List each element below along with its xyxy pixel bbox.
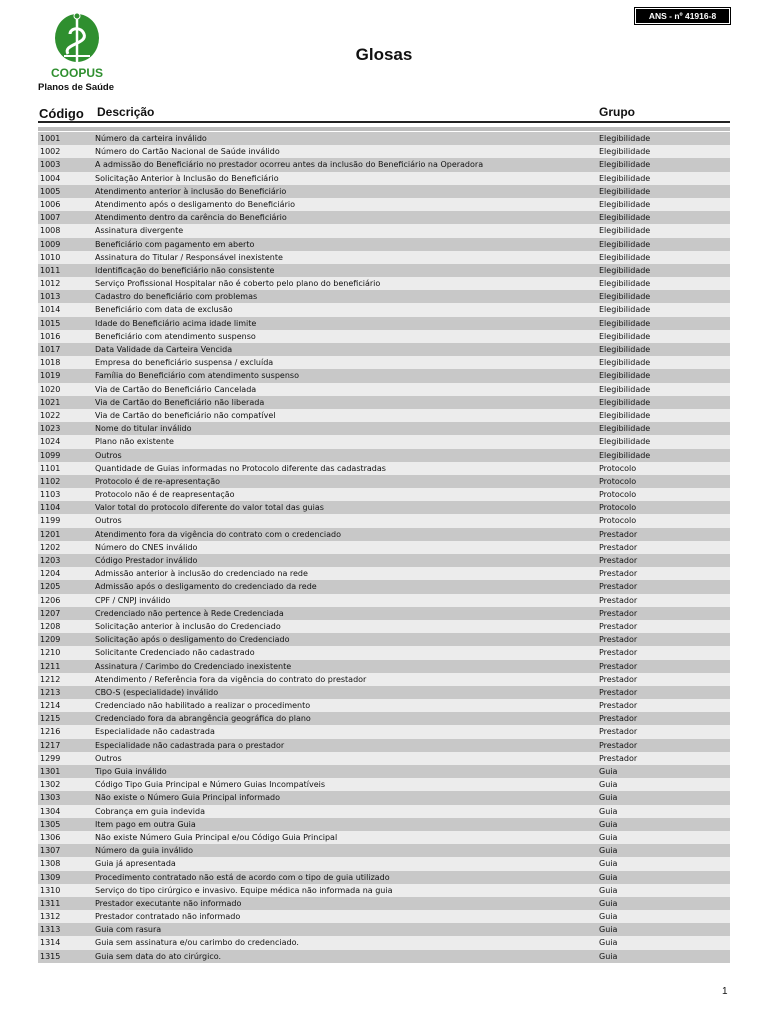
row-description: Beneficiário com pagamento em aberto xyxy=(95,239,255,249)
row-code: 1102 xyxy=(40,476,61,486)
row-code: 1306 xyxy=(40,832,61,842)
row-description: Cobrança em guia indevida xyxy=(95,806,205,816)
table-row xyxy=(38,897,730,910)
table-row xyxy=(38,884,730,897)
row-code: 1209 xyxy=(40,635,61,645)
table-row xyxy=(38,343,730,356)
row-code: 1012 xyxy=(40,279,61,289)
table-row xyxy=(38,264,730,277)
row-code: 1315 xyxy=(40,951,61,961)
table-row xyxy=(38,791,730,804)
row-description: Admissão anterior à inclusão do credenciado na rede xyxy=(95,569,308,579)
row-group: Elegibilidade xyxy=(599,424,651,434)
table-row xyxy=(38,369,730,382)
row-group: Protocolo xyxy=(599,476,637,486)
row-group: Elegibilidade xyxy=(599,345,651,354)
row-group: Guia xyxy=(599,859,618,869)
page-title: Glosas xyxy=(355,45,413,64)
row-description: Atendimento dentro da carência do Beneficiário xyxy=(95,213,287,223)
row-group: Guia xyxy=(599,846,618,856)
table-row xyxy=(38,567,730,580)
table-row xyxy=(38,449,730,462)
row-group: Prestador xyxy=(599,542,638,552)
row-code: 1023 xyxy=(40,424,61,434)
row-description: Data Validade da Carteira Vencida xyxy=(95,345,233,354)
row-group: Prestador xyxy=(599,529,638,539)
row-group: Elegibilidade xyxy=(599,186,651,196)
column-header-group: Grupo xyxy=(599,105,635,119)
table-row xyxy=(38,554,730,567)
row-description: Valor total do protocolo diferente do valor total das guias xyxy=(95,503,324,513)
row-group: Prestador xyxy=(599,687,638,697)
table-row xyxy=(38,778,730,791)
row-description: A admissão do Beneficiário no prestador ocorreu antes da inclusão do Beneficiário na Operadora xyxy=(95,160,484,170)
table-row xyxy=(38,818,730,831)
row-code: 1015 xyxy=(40,318,61,328)
row-description: Plano não existente xyxy=(95,437,174,447)
row-description: Assinatura do Titular / Responsável inexistente xyxy=(95,252,283,262)
table-top-band xyxy=(38,127,730,131)
table-row xyxy=(38,633,730,646)
row-description: Prestador executante não informado xyxy=(95,898,242,908)
row-code: 1001 xyxy=(40,134,61,143)
row-code: 1019 xyxy=(40,371,61,381)
row-description: Código Prestador inválido xyxy=(95,556,198,565)
row-code: 1024 xyxy=(40,437,61,447)
row-code: 1004 xyxy=(40,173,61,183)
logo-tagline: Planos de Saúde xyxy=(38,82,115,93)
row-description: Número da guia inválido xyxy=(95,846,194,856)
row-code: 1307 xyxy=(40,846,61,856)
table-row xyxy=(38,475,730,488)
row-code: 1202 xyxy=(40,542,61,552)
row-description: Empresa do beneficiário suspensa / excluída xyxy=(95,358,274,368)
table-row xyxy=(38,145,730,158)
table-row xyxy=(38,686,730,699)
row-group: Prestador xyxy=(599,621,638,631)
table-row xyxy=(38,660,730,673)
table-row xyxy=(38,317,730,330)
row-group: Prestador xyxy=(599,727,638,737)
row-code: 1304 xyxy=(40,806,61,816)
row-code: 1301 xyxy=(40,767,61,776)
row-description: Beneficiário com data de exclusão xyxy=(95,305,233,315)
table-row xyxy=(38,462,730,475)
row-group: Prestador xyxy=(599,582,638,592)
glosas-table xyxy=(38,132,730,963)
row-code: 1101 xyxy=(40,463,61,473)
table-row xyxy=(38,158,730,171)
table-row xyxy=(38,950,730,963)
row-code: 1213 xyxy=(40,687,61,697)
table-row xyxy=(38,739,730,752)
row-description: Protocolo é de re-apresentação xyxy=(95,476,221,486)
row-group: Prestador xyxy=(599,714,638,724)
row-code: 1205 xyxy=(40,582,61,592)
row-description: Credenciado fora da abrangência geográfica do plano xyxy=(95,714,311,724)
row-description: Cadastro do beneficiário com problemas xyxy=(95,292,258,302)
row-description: Solicitação após o desligamento do Credenciado xyxy=(95,635,290,645)
row-description: Solicitação anterior à inclusão do Credenciado xyxy=(95,621,281,631)
table-row xyxy=(38,303,730,316)
table-row xyxy=(38,844,730,857)
row-group: Guia xyxy=(599,793,618,803)
row-description: Via de Cartão do beneficiário não compatível xyxy=(95,410,276,420)
row-code: 1206 xyxy=(40,595,61,605)
table-row xyxy=(38,132,730,145)
row-description: Guia sem data do ato cirúrgico. xyxy=(95,951,222,961)
page-number: 1 xyxy=(722,986,728,997)
row-group: Guia xyxy=(599,819,618,829)
row-description: Especialidade não cadastrada xyxy=(95,727,215,737)
table-row xyxy=(38,185,730,198)
table-row xyxy=(38,699,730,712)
row-group: Elegibilidade xyxy=(599,213,651,223)
row-description: Outros xyxy=(95,753,122,763)
table-row xyxy=(38,224,730,237)
row-description: Família do Beneficiário com atendimento suspenso xyxy=(95,371,299,381)
row-description: Serviço do tipo cirúrgico e invasivo. Equipe médica não informada na guia xyxy=(95,885,393,895)
row-code: 1021 xyxy=(40,397,61,407)
row-group: Prestador xyxy=(599,740,638,750)
table-row xyxy=(38,871,730,884)
row-code: 1216 xyxy=(40,727,61,737)
row-description: Assinatura divergente xyxy=(95,226,184,236)
logo-wordmark: COOPUS xyxy=(50,66,104,80)
row-code: 1215 xyxy=(40,714,61,724)
row-group: Prestador xyxy=(599,701,638,711)
table-row xyxy=(38,422,730,435)
table-row xyxy=(38,607,730,620)
row-group: Elegibilidade xyxy=(599,358,651,368)
row-description: Número da carteira inválido xyxy=(95,134,207,143)
row-group: Elegibilidade xyxy=(599,134,651,143)
row-group: Guia xyxy=(599,938,618,948)
table-row xyxy=(38,765,730,778)
row-group: Prestador xyxy=(599,753,638,763)
row-group: Elegibilidade xyxy=(599,147,651,157)
row-description: CPF / CNPJ inválido xyxy=(95,595,171,605)
row-description: Atendimento fora da vigência do contrato com o credenciado xyxy=(95,529,342,539)
row-description: Não existe Número Guia Principal e/ou Código Guia Principal xyxy=(95,832,338,842)
row-code: 1011 xyxy=(40,265,61,275)
row-description: Identificação do beneficiário não consistente xyxy=(95,265,275,275)
row-code: 1201 xyxy=(40,529,61,539)
row-description: Protocolo não é de reapresentação xyxy=(95,490,235,500)
row-description: Assinatura / Carimbo do Credenciado inexistente xyxy=(95,661,292,671)
table-row xyxy=(38,501,730,514)
row-code: 1312 xyxy=(40,912,61,922)
row-description: Prestador contratado não informado xyxy=(95,912,241,922)
row-code: 1017 xyxy=(40,345,61,354)
table-row xyxy=(38,488,730,501)
row-group: Guia xyxy=(599,898,618,908)
row-group: Guia xyxy=(599,806,618,816)
column-header-code: Código xyxy=(39,106,84,121)
row-description: Atendimento / Referência fora da vigência do contrato do prestador xyxy=(95,674,367,684)
row-code: 1214 xyxy=(40,701,61,711)
row-group: Guia xyxy=(599,832,618,842)
row-group: Elegibilidade xyxy=(599,450,651,460)
row-group: Elegibilidade xyxy=(599,437,651,447)
row-group: Prestador xyxy=(599,569,638,579)
row-code: 1016 xyxy=(40,331,61,341)
row-group: Elegibilidade xyxy=(599,160,651,170)
row-group: Elegibilidade xyxy=(599,397,651,407)
row-group: Elegibilidade xyxy=(599,226,651,236)
row-group: Elegibilidade xyxy=(599,265,651,275)
row-group: Guia xyxy=(599,912,618,922)
row-description: Via de Cartão do Beneficiário Cancelada xyxy=(95,384,257,394)
row-description: Tipo Guia inválido xyxy=(95,767,167,776)
table-row xyxy=(38,514,730,527)
row-group: Protocolo xyxy=(599,503,637,513)
row-description: Especialidade não cadastrada para o prestador xyxy=(95,740,285,750)
row-description: Outros xyxy=(95,450,122,460)
table-row xyxy=(38,923,730,936)
row-group: Prestador xyxy=(599,595,638,605)
table-row xyxy=(38,831,730,844)
row-group: Elegibilidade xyxy=(599,199,651,209)
row-code: 1208 xyxy=(40,621,61,631)
row-description: Guia sem assinatura e/ou carimbo do credenciado. xyxy=(95,938,299,948)
table-row xyxy=(38,383,730,396)
table-row xyxy=(38,277,730,290)
table-row xyxy=(38,712,730,725)
row-code: 1104 xyxy=(40,503,61,513)
row-description: Não existe o Número Guia Principal informado xyxy=(95,793,280,803)
row-description: Guia com rasura xyxy=(95,925,162,935)
row-code: 1308 xyxy=(40,859,61,869)
row-group: Prestador xyxy=(599,674,638,684)
row-group: Elegibilidade xyxy=(599,318,651,328)
row-description: CBO-S (especialidade) inválido xyxy=(95,687,219,697)
row-code: 1302 xyxy=(40,780,61,790)
table-row xyxy=(38,673,730,686)
row-description: Quantidade de Guias informadas no Protocolo diferente das cadastradas xyxy=(95,463,386,473)
table-row xyxy=(38,409,730,422)
row-code: 1299 xyxy=(40,753,61,763)
table-row xyxy=(38,580,730,593)
table-row xyxy=(38,528,730,541)
row-code: 1217 xyxy=(40,740,61,750)
row-description: Atendimento anterior à inclusão do Beneficiário xyxy=(95,186,287,196)
row-code: 1199 xyxy=(40,516,61,526)
table-row xyxy=(38,910,730,923)
table-row xyxy=(38,857,730,870)
table-row xyxy=(38,936,730,949)
row-group: Guia xyxy=(599,951,618,961)
row-group: Elegibilidade xyxy=(599,239,651,249)
row-code: 1211 xyxy=(40,661,61,671)
row-description: Guia já apresentada xyxy=(95,859,176,869)
row-group: Elegibilidade xyxy=(599,331,651,341)
row-group: Guia xyxy=(599,780,618,790)
table-row xyxy=(38,290,730,303)
row-group: Elegibilidade xyxy=(599,384,651,394)
row-description: Beneficiário com atendimento suspenso xyxy=(95,331,256,341)
row-description: Via de Cartão do Beneficiário não liberada xyxy=(95,397,265,407)
row-group: Elegibilidade xyxy=(599,305,651,315)
row-code: 1099 xyxy=(40,450,61,460)
row-code: 1210 xyxy=(40,648,61,658)
row-code: 1007 xyxy=(40,213,61,223)
row-code: 1008 xyxy=(40,226,61,236)
table-row xyxy=(38,435,730,448)
row-group: Guia xyxy=(599,925,618,935)
row-code: 1303 xyxy=(40,793,61,803)
row-code: 1006 xyxy=(40,199,61,209)
column-header-description: Descrição xyxy=(97,105,155,119)
row-group: Elegibilidade xyxy=(599,173,651,183)
row-group: Prestador xyxy=(599,608,638,618)
row-code: 1103 xyxy=(40,490,61,500)
row-description: Outros xyxy=(95,516,122,526)
row-group: Guia xyxy=(599,767,618,776)
row-description: Solicitante Credenciado não cadastrado xyxy=(95,648,255,658)
table-row xyxy=(38,211,730,224)
row-description: Idade do Beneficiário acima idade limite xyxy=(95,318,257,328)
table-row xyxy=(38,356,730,369)
table-row xyxy=(38,594,730,607)
row-description: Procedimento contratado não está de acordo com o tipo de guia utilizado xyxy=(95,872,390,882)
row-code: 1005 xyxy=(40,186,61,196)
row-description: Admissão após o desligamento do credenciado da rede xyxy=(95,582,317,592)
row-group: Elegibilidade xyxy=(599,410,651,420)
row-code: 1010 xyxy=(40,252,61,262)
table-row xyxy=(38,541,730,554)
row-group: Elegibilidade xyxy=(599,252,651,262)
table-row xyxy=(38,198,730,211)
row-code: 1207 xyxy=(40,608,61,618)
row-code: 1212 xyxy=(40,674,61,684)
row-description: Serviço Profissional Hospitalar não é coberto pelo plano do beneficiário xyxy=(95,279,381,289)
row-description: Credenciado não pertence à Rede Credenciada xyxy=(95,608,284,618)
row-code: 1014 xyxy=(40,305,61,315)
row-group: Protocolo xyxy=(599,463,637,473)
row-description: Número do CNES inválido xyxy=(95,542,198,552)
table-row xyxy=(38,172,730,185)
row-description: Item pago em outra Guia xyxy=(95,819,196,829)
table-row xyxy=(38,752,730,765)
row-code: 1310 xyxy=(40,885,61,895)
row-description: Código Tipo Guia Principal e Número Guias Incompatíveis xyxy=(95,780,326,790)
table-row xyxy=(38,330,730,343)
row-code: 1020 xyxy=(40,384,61,394)
table-row xyxy=(38,725,730,738)
row-group: Prestador xyxy=(599,556,638,565)
row-group: Prestador xyxy=(599,648,638,658)
row-group: Prestador xyxy=(599,635,638,645)
row-code: 1305 xyxy=(40,819,61,829)
row-group: Elegibilidade xyxy=(599,292,651,302)
row-group: Elegibilidade xyxy=(599,371,651,381)
header-divider xyxy=(38,121,730,123)
row-code: 1002 xyxy=(40,147,61,157)
table-row xyxy=(38,251,730,264)
row-code: 1309 xyxy=(40,872,61,882)
table-row xyxy=(38,396,730,409)
row-code: 1009 xyxy=(40,239,61,249)
row-code: 1311 xyxy=(40,898,61,908)
table-row xyxy=(38,646,730,659)
row-code: 1003 xyxy=(40,160,61,170)
row-code: 1022 xyxy=(40,410,61,420)
row-description: Credenciado não habilitado a realizar o procedimento xyxy=(95,701,311,711)
row-code: 1313 xyxy=(40,925,61,935)
row-description: Solicitação Anterior à Inclusão do Beneficiário xyxy=(95,173,279,183)
row-code: 1013 xyxy=(40,292,61,302)
row-group: Guia xyxy=(599,872,618,882)
row-group: Guia xyxy=(599,885,618,895)
ans-registration-badge: ANS - nº 41916-8 xyxy=(636,9,729,23)
row-group: Prestador xyxy=(599,661,638,671)
row-description: Atendimento após o desligamento do Beneficiário xyxy=(95,199,295,209)
row-description: Nome do titular inválido xyxy=(95,424,192,434)
row-code: 1204 xyxy=(40,569,61,579)
row-code: 1018 xyxy=(40,358,61,368)
row-code: 1203 xyxy=(40,556,61,565)
table-row xyxy=(38,238,730,251)
row-group: Protocolo xyxy=(599,490,637,500)
row-code: 1314 xyxy=(40,938,61,948)
table-row xyxy=(38,805,730,818)
row-description: Número do Cartão Nacional de Saúde inválido xyxy=(95,147,280,157)
table-row xyxy=(38,620,730,633)
row-group: Protocolo xyxy=(599,516,637,526)
row-group: Elegibilidade xyxy=(599,279,651,289)
